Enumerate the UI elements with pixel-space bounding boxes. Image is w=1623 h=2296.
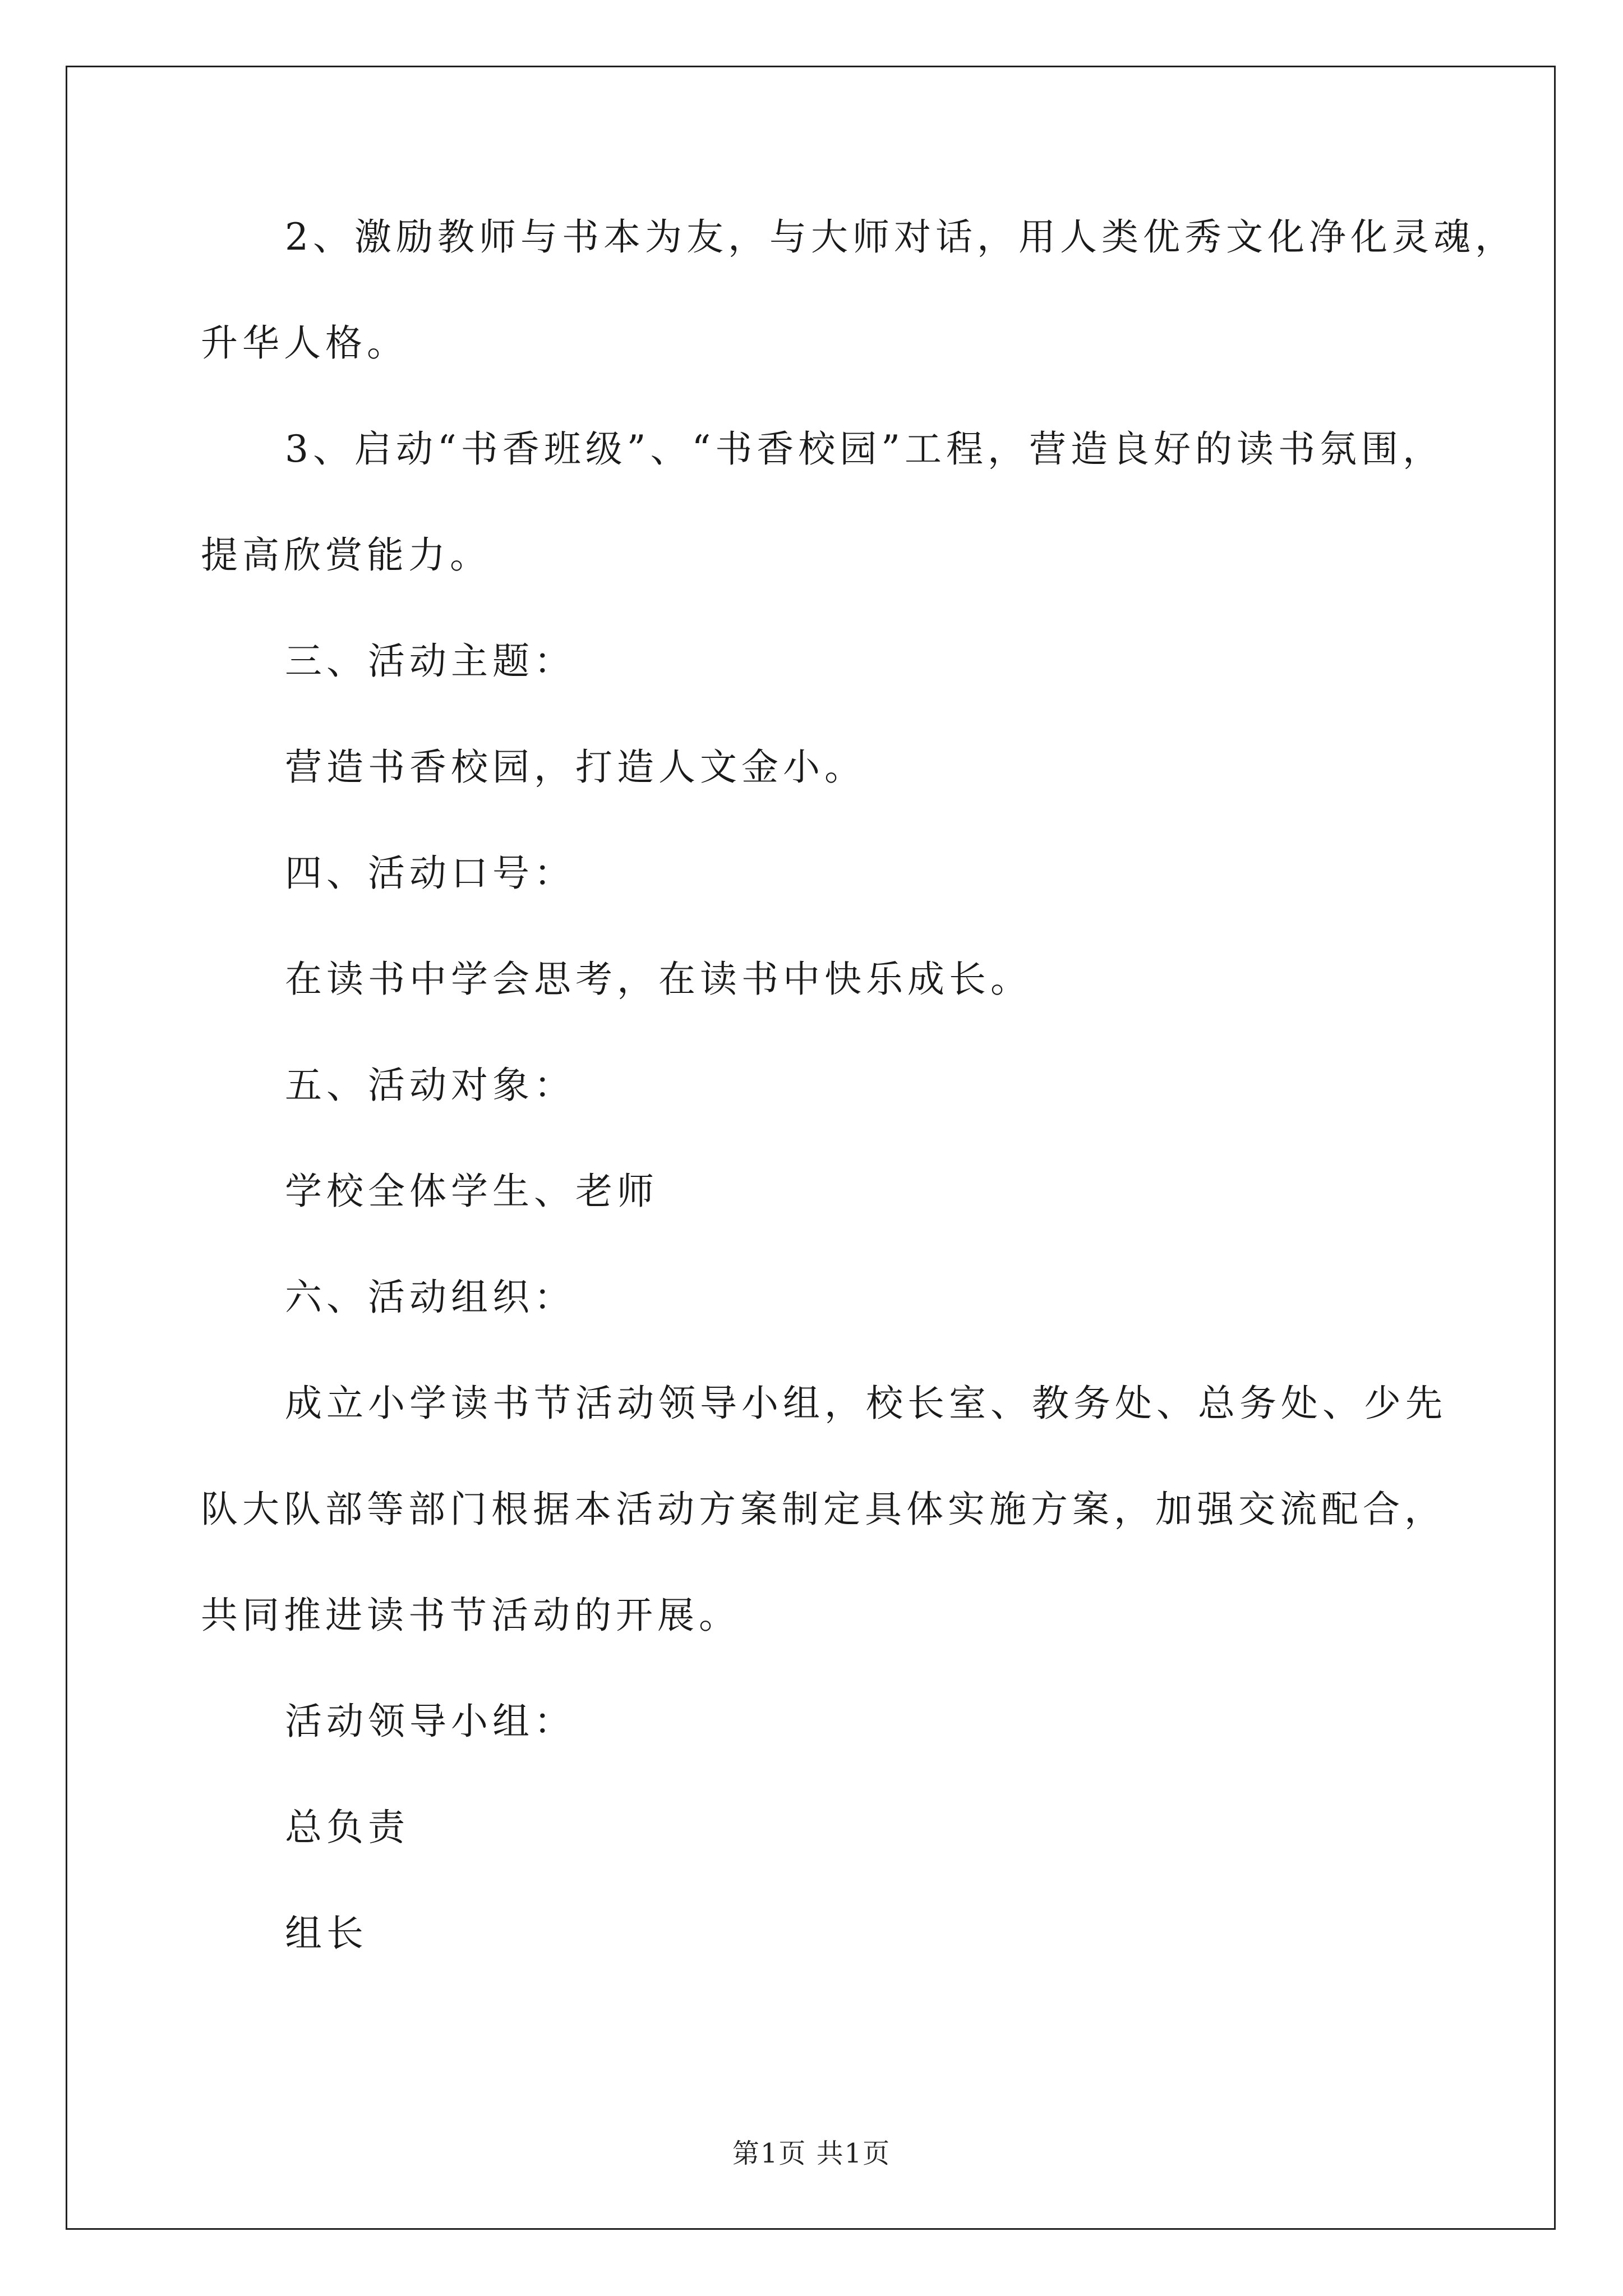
paragraph-goal-3 — [201, 427, 1444, 643]
text-line: 成立小学读书节活动领导小组，校长室、教务处、总务处、少先 — [285, 1382, 1447, 1425]
paragraph-theme — [201, 746, 1435, 855]
text-line: 六、活动组织： — [285, 1276, 575, 1319]
text-line: 学校全体学生、老师 — [285, 1170, 658, 1213]
text-line: 活动领导小组： — [285, 1700, 575, 1743]
text-line: 三、活动主题： — [285, 639, 575, 683]
paragraph-leader — [201, 1912, 1435, 2021]
text-line: 总负责 — [285, 1806, 409, 1849]
text-line: 队大队部等部门根据本活动方案制定具体实施方案，加强交流配合， — [201, 1488, 1446, 1531]
text-line: 升华人格。 — [201, 321, 408, 365]
paragraph-chief — [201, 1806, 1435, 1915]
text-line: 2、激励教师与书本为友，与大师对话，用人类优秀文化净化灵魂， — [285, 215, 1516, 259]
text-line: 在读书中学会思考，在读书中快乐成长。 — [285, 958, 1032, 1001]
text-line: 提高欣赏能力。 — [201, 533, 491, 577]
document-body — [201, 215, 1516, 2021]
paragraph-goal-2 — [201, 215, 1516, 431]
text-line: 五、活动对象： — [285, 1064, 575, 1107]
section-heading-theme — [201, 639, 1435, 749]
text-line: 共同推进读书节活动的开展。 — [201, 1594, 740, 1637]
page-footer: 第1页 共1页 — [732, 2138, 891, 2169]
paragraph-slogan — [201, 958, 1435, 1067]
section-heading-organization — [201, 1276, 1435, 1385]
section-heading-target — [201, 1064, 1435, 1173]
paragraph-target — [201, 1170, 1435, 1279]
section-heading-slogan — [201, 852, 1435, 961]
text-line: 四、活动口号： — [285, 852, 575, 895]
text-line: 营造书香校园，打造人文金小。 — [285, 746, 866, 789]
paragraph-leadership-group — [201, 1700, 1435, 1809]
paragraph-organization — [201, 1382, 1447, 1703]
text-line: 3、启动“书香班级”、“书香校园”工程，营造良好的读书氛围， — [285, 427, 1444, 471]
text-line: 组长 — [285, 1912, 368, 1955]
